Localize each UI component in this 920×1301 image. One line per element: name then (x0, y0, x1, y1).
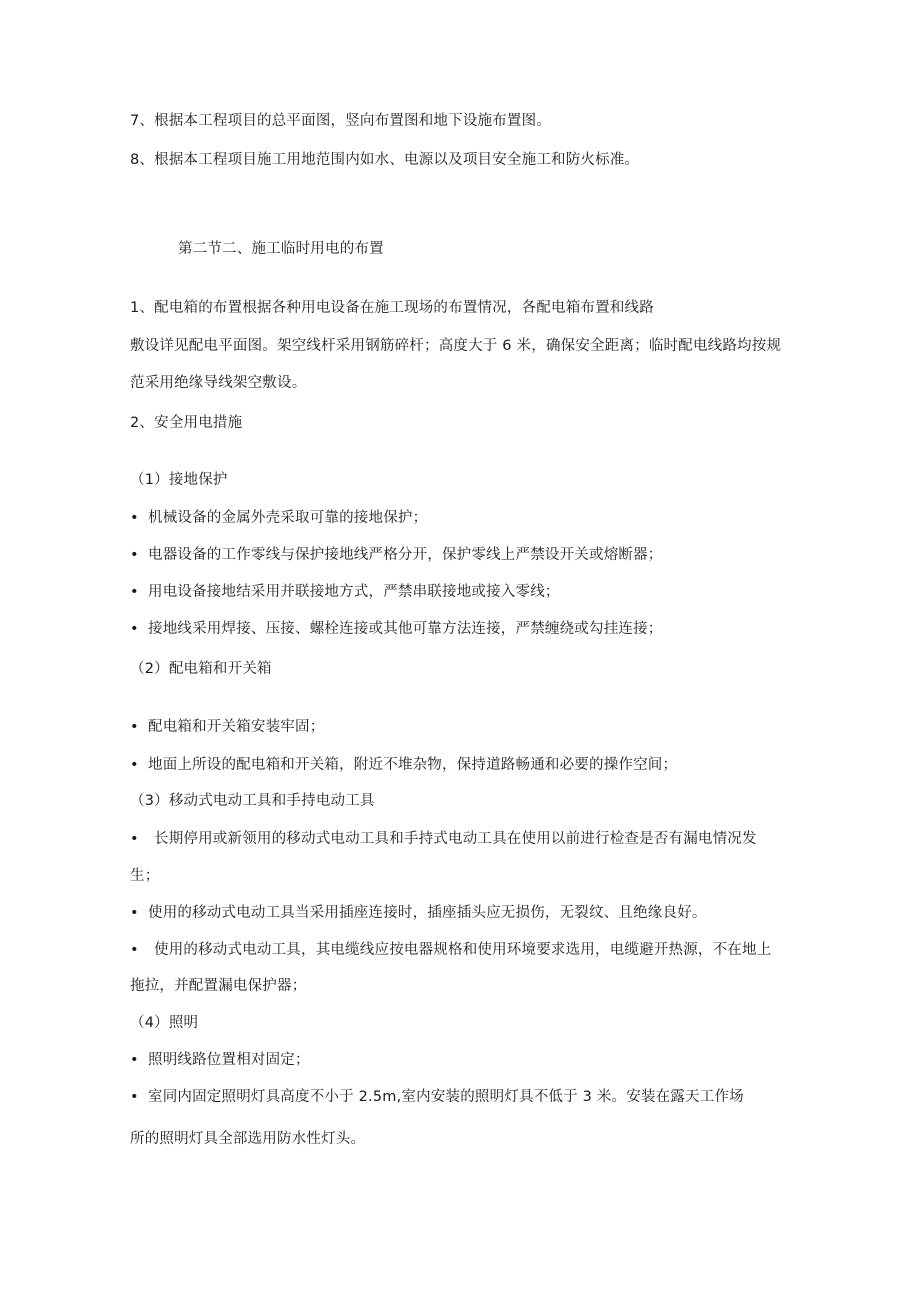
section-title: 第二节二、施工临时用电的布置 (178, 241, 384, 257)
bullet-icon: • (130, 905, 139, 921)
para2-title: 2、安全用电措施 (130, 415, 243, 431)
list-item: • 用电设备接地结采用并联接地方式，严禁串联接地或接入零线； (130, 584, 560, 600)
grounding-title: （1）接地保护 (130, 472, 228, 488)
list-item: • 使用的移动式电动工具，其电缆线应按电器规格和使用环境要求选用，电缆避开热源，不在地上 (130, 942, 772, 958)
list-item: • 地面上所设的配电箱和开关箱，附近不堆杂物，保持道路畅通和必要的操作空间； (130, 757, 678, 773)
bullet-icon: • (130, 547, 139, 563)
list-item: • 配电箱和开关箱安装牢固； (130, 719, 325, 735)
para1-line1: 1、配电箱的布置根据各种用电设备在施工现场的布置情况，各配电箱布置和线路 (130, 300, 654, 316)
item-8: 8、根据本工程项目施工用地范围内如水、电源以及项目安全施工和防火标准。 (130, 152, 640, 168)
list-item-continuation: 生； (130, 868, 160, 884)
para1-line2: 敷设详见配电平面图。架空线杆采用钢筋碎杆；高度大于 6 米，确保安全距离；临时配电线路均按规 (130, 338, 782, 354)
lighting-title: （4）照明 (130, 1015, 199, 1031)
list-item: • 电器设备的工作零线与保护接地线严格分开，保护零线上严禁设开关或熔断器； (130, 547, 663, 563)
bullet-icon: • (130, 757, 139, 773)
item-7: 7、根据本工程项目的总平面图，竖向布置图和地下设施布置图。 (130, 113, 552, 129)
para1-line3: 范采用绝缘导线架空敷设。 (130, 375, 307, 391)
list-item: • 接地线采用焊接、压接、螺栓连接或其他可靠方法连接，严禁缠绕或勾挂连接； (130, 621, 663, 637)
list-item-continuation: 拖拉，并配置漏电保护器； (130, 978, 307, 994)
list-item: • 室同内固定照明灯具高度不小于 2.5m,室内安装的照明灯具不低于 3 米。安装在露天工作场 (130, 1089, 744, 1105)
boxes-title: （2）配电箱和开关箱 (130, 661, 272, 677)
bullet-icon: • (130, 510, 139, 526)
list-item: • 长期停用或新领用的移动式电动工具和手持式电动工具在使用以前进行检查是否有漏电情况发 (130, 831, 757, 847)
bullet-icon: • (130, 621, 139, 637)
list-item: • 机械设备的金属外壳采取可靠的接地保护； (130, 510, 428, 526)
list-item-continuation: 所的照明灯具全部选用防水性灯头。 (130, 1131, 366, 1147)
bullet-icon: • (130, 942, 139, 958)
bullet-icon: • (130, 1052, 139, 1068)
list-item: • 使用的移动式电动工具当采用插座连接时，插座插头应无损伤，无裂纹、且绝缘良好。 (130, 905, 707, 921)
bullet-icon: • (130, 719, 139, 735)
list-item: • 照明线路位置相对固定； (130, 1052, 310, 1068)
bullet-icon: • (130, 1089, 139, 1105)
tools-title: （3）移动式电动工具和手持电动工具 (130, 793, 375, 809)
bullet-icon: • (130, 831, 139, 847)
bullet-icon: • (130, 584, 139, 600)
